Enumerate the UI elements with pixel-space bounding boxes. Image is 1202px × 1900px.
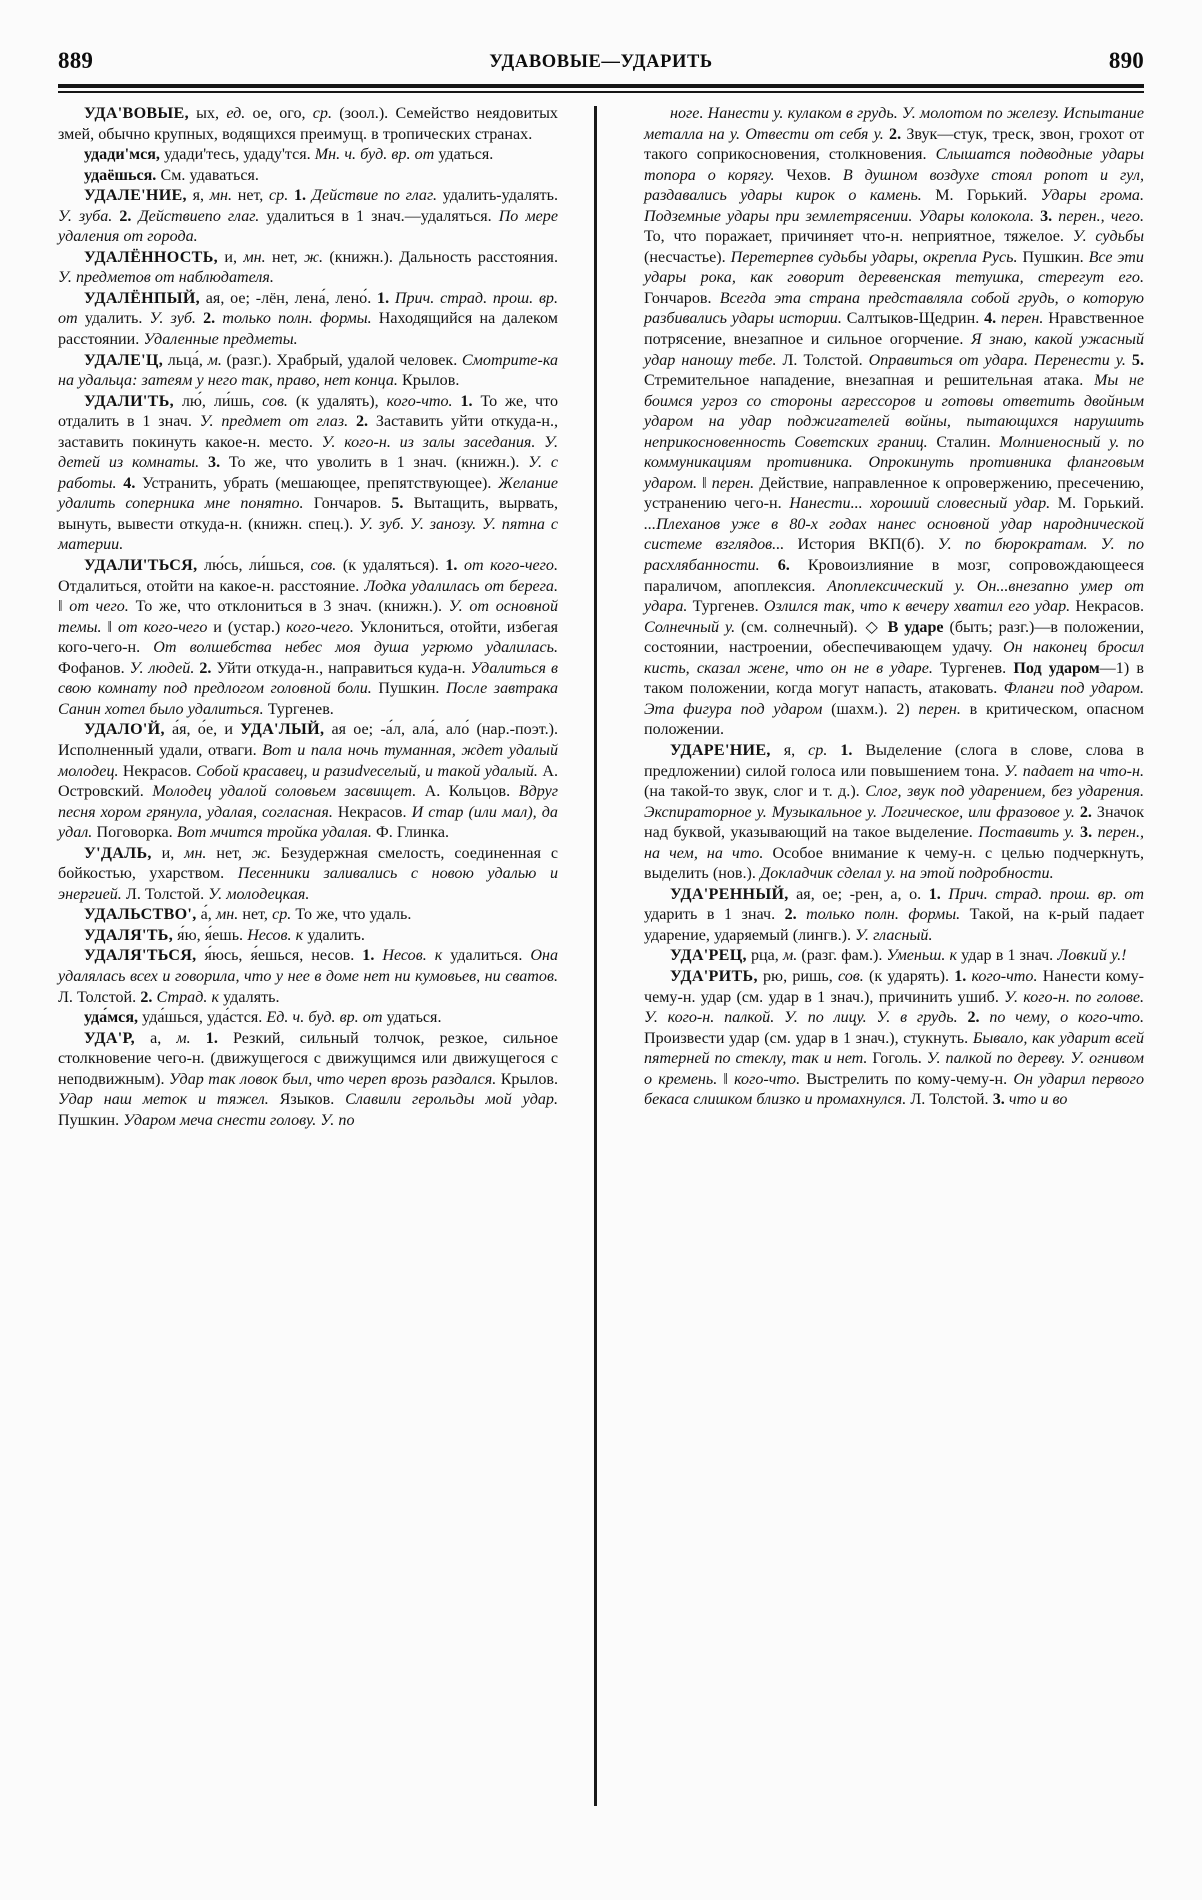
dictionary-entry: УДАЛЯ'ТЬСЯ, я́юсь, я́ешься, несов. 1. Несов. к удалиться. Она удалялась всех и говорила, что у нее в доме нет ни кумовьев, ни сватов. Л. Толстой. 2. Страд. к удалять. xyxy=(58,947,558,1006)
running-head-title: УДАВОВЫЕ—УДАРИТЬ xyxy=(489,52,713,72)
dictionary-entry: УДАЛЕ'Ц, льца́, м. (разг.). Храбрый, удалой человек. Смотрите-ка на удальца: затеям у него так, право, нет конца. Крылов. xyxy=(58,351,558,390)
page-number-left: 889 xyxy=(58,48,94,73)
dictionary-entry: УДАРЕ'НИЕ, я, ср. 1. Выделение (слога в слове, слова в предложении) силой голоса или повышением тона. У. падает на что-н. (на такой-то звук, слог и т. д.). Слог, звук под ударением, без ударения. Экспираторное у. Музыкальное у. Логическое, или фразовое у. 2. Значок над буквой, указывающий на такое выделение. Поставить у. 3. перен., на чем, на что. Особое внимание к чему-н. с целью подчеркнуть, выделить (нов.). Докладчик сделал у. на этой подробности. xyxy=(644,741,1145,883)
dictionary-entry: УДА'Р, а, м. 1. Резкий, сильный толчок, резкое, сильное столкновение чего-н. (движущегося с движущимся или движущегося с неподвижным). Удар так ловок был, что череп врозь раздался. Крылов. Удар наш меток и тяжел. Языков. Славили герольды мой удар. Пушкин. Ударом меча снести голову. У. по xyxy=(58,1029,558,1129)
page-number-right: 890 xyxy=(1108,48,1144,73)
running-head xyxy=(58,48,1144,84)
dictionary-entry: УДАЛЯ'ТЬ, я́ю, я́ешь. Несов. к удалить. xyxy=(84,926,365,944)
dictionary-entry: удади'мся, удади'тесь, удаду'тся. Мн. ч. буд. вр. от удаться. xyxy=(84,146,494,164)
dictionary-entry: УДА'РИТЬ, рю, ришь, сов. (к ударять). 1. кого-что. Нанести кому-чему-н. удар (см. удар в 1 знач.), причинить ушиб. У. кого-н. по голове. У. кого-н. палкой. У. по лицу. У. в грудь. 2. по чему, о кого-что. Произвести удар (см. удар в 1 знач.), стукнуть. Бывало, как ударит всей пятерней по стеклу, так и нет. Гоголь. У. палкой по дереву. У. огнивом о кремень. ‖ кого-что. Выстрелить по кому-чему-н. Он ударил первого бекаса слишком близко и промахнулся. Л. Толстой. 3. что и во xyxy=(644,967,1145,1109)
dictionary-entry: УДАЛЬСТВО', а́, мн. нет, ср. То же, что удаль. xyxy=(84,906,412,924)
dictionary-entry: удаёшься. См. удаваться. xyxy=(84,166,259,184)
dictionary-entry: ноге. Нанести у. кулаком в грудь. У. молотом по железу. Испытание металла на у. Отвести от себя у. 2. Звук—стук, треск, звон, грохот от такого соприкосновения, столкновения. Слышатся подводные удары топора о корягу. Чехов. В душном воздухе стоял ропот и гул, раздавались удары кирок о камень. М. Горький. Удары грома. Подземные удары при землетрясении. Удары колокола. 3. перен., чего. То, что поражает, причиняет что-н. неприятное, тяжелое. У. судьбы (несчастье). Перетерпев судьбы удары, окрепла Русь. Пушкин. Все эти удары рока, как говорит деревенская тетушка, стерегут его. Гончаров. Всегда эта страна представляла собой грудь, о которую разбивались удары истории. Салтыков-Щедрин. 4. перен. Нравственное потрясение, внезапное и сильное огорчение. Я знаю, какой ужасный удар наношу тебе. Л. Толстой. Оправиться от удара. Перенести у. 5. Стремительное нападение, внезапная и решительная атака. Мы не боимся угроз со стороны агрессоров и готовы ответить двойным ударом на удар поджигателей войны, пытающихся нарушить неприкосновенность Советских границ. Сталин. Молниеносный у. по коммуникациям противника. Опрокинуть противника фланговым ударом. ‖ перен. Действие, направленное к опровержению, пресечению, устранению чего-н. Нанести... хороший словесный удар. М. Горький. ...Плеханов уже в 80-х годах нанес основной удар народнической системе взглядов... История ВКП(б). У. по бюрократам. У. по расхлябанности. 6. Кровоизлияние в мозг, сопровождающееся параличом, апоплексия. Апоплексический у. Он...внезапно умер от удара. Тургенев. Озлился так, что к вечеру хватил его удар. Некрасов. Солнечный у. (см. солнечный). ◇ В ударе (быть; разг.)—в положении, состоянии, настроении, обеспечивающем удачу. Он наконец бросил кисть, сказал жене, что он не в ударе. Тургенев. Под ударом—1) в таком положении, когда могут напасть, атаковать. Фланги под ударом. Эта фигура под ударом (шахм.). 2) перен. в критическом, опасном положении. xyxy=(644,105,1145,739)
left-column xyxy=(58,104,558,1844)
dictionary-entry: УДА'ВОВЫЕ, ых, ед. ое, ого, ср. (зоол.). Семейство неядовитых змей, обычно крупных, водящихся преимущ. в тропических странах. xyxy=(58,105,558,143)
dictionary-entry: УДАЛО'Й, а́я, о́е, и УДА'ЛЫЙ, ая ое; -а́л, ала́, ало́ (нар.-поэт.). Исполненный удали, отваги. Вот и пала ночь туманная, ждет удалый молодец. Некрасов. Собой красавец, и разudveселый, и такой удалый. А. Островский. Молодец удалой соловьем засвищет. А. Кольцов. Вдруг песня хором грянула, удалая, согласная. Некрасов. И стар (или мал), да удал. Поговорка. Вот мчится тройка удалая. Ф. Глинка. xyxy=(58,721,558,842)
dictionary-entry: УДАЛИ'ТЬ, лю́, ли́шь, сов. (к удалять), кого-что. 1. То же, что отдалить в 1 знач. У. предмет от глаз. 2. Заставить уйти откуда-н., заставить покинуть какое-н. место. У. кого-н. из залы заседания. У. детей из комнаты. 3. То же, что уволить в 1 знач. (книжн.). У. с работы. 4. Устранить, убрать (мешающее, препятствующее). Желание удалить соперника мне понятно. Гончаров. 5. Вытащить, вырвать, вынуть, вывести откуда-н. (книжн. спец.). У. зуб. У. занозу. У. пятна с материи. xyxy=(58,392,559,554)
column-divider xyxy=(594,106,597,1806)
dictionary-entry: УДАЛИ'ТЬСЯ, лю́сь, ли́шься, сов. (к удаляться). 1. от кого-чего. Отдалиться, отойти на какое-н. расстояние. Лодка удалилась от берега. ‖ от чего. То же, что отклониться в 3 знач. (книжн.). У. от основной темы. ‖ от кого-чего и (устар.) кого-чего. Уклониться, отойти, избегая кого-чего-н. От волшебства небес моя душа угрюмо удалилась. Фофанов. У. людей. 2. Уйти откуда-н., направиться куда-н. Удалиться в свою комнату под предлогом головной боли. Пушкин. После завтрака Санин хотел было удалиться. Тургенев. xyxy=(58,557,559,718)
dictionary-entry: УДАЛЁННОСТЬ, и, мн. нет, ж. (книжн.). Дальность расстояния. У. предметов от наблюдателя. xyxy=(58,248,558,287)
dictionary-entry: УДА'РЕЦ, рца, м. (разг. фам.). Уменьш. к удар в 1 знач. Ловкий у.! xyxy=(670,947,1127,965)
dictionary-entry: уда́мся, уда́шься, уда́стся. Ед. ч. буд. вр. от удаться. xyxy=(84,1009,442,1027)
page-body xyxy=(58,104,1144,1844)
dictionary-entry: УДА'РЕННЫЙ, ая, ое; -рен, а, о. 1. Прич. страд. прош. вр. от ударить в 1 знач. 2. только полн. формы. Такой, на к-рый падает ударение, ударяемый (лингв.). У. гласный. xyxy=(644,885,1145,944)
header-rule-thick xyxy=(58,84,1144,88)
right-column xyxy=(644,104,1144,1844)
dictionary-entry: У'ДАЛЬ, и, мн. нет, ж. Безудержная смелость, соединенная с бойкостью, ухарством. Песенники заливались с новою удалью и энергией. Л. Толстой. У. молодецкая. xyxy=(58,844,559,903)
dictionary-entry: УДАЛЁНПЫЙ, ая, ое; -лён, лена́, лено́. 1. Прич. страд. прош. вр. от удалить. У. зуб. 2. только полн. формы. Находящийся на далеком расстоянии. Удаленные предметы. xyxy=(58,289,559,349)
dictionary-entry: УДАЛЕ'НИЕ, я, мн. нет, ср. 1. Действие по глаг. удалить-удалять. У. зуба. 2. Действиепо глаг. удалиться в 1 знач.—удаляться. По мере удаления от города. xyxy=(58,187,559,246)
header-rule-thin xyxy=(58,91,1144,93)
